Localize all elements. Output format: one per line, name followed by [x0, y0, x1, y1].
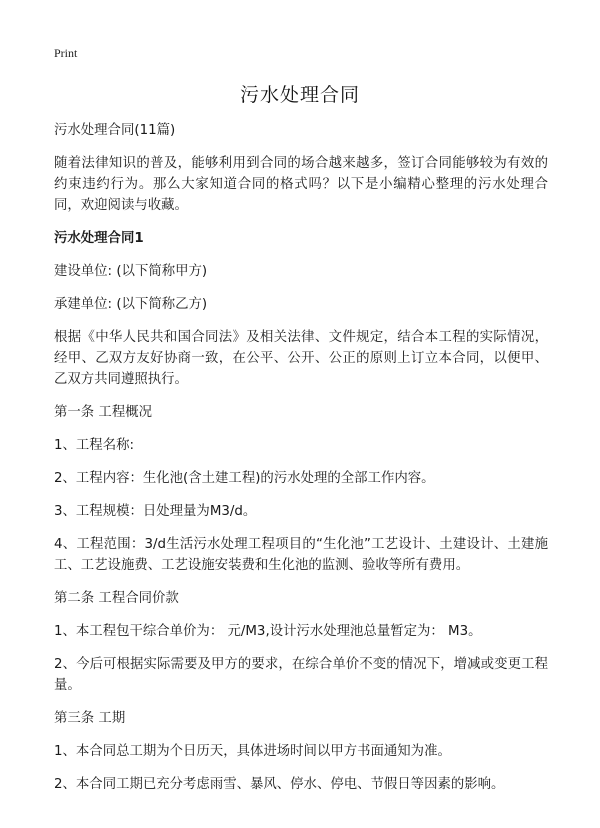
article-1-item-1: 1、工程名称: [54, 438, 134, 453]
page-title: 污水处理合同 [239, 84, 360, 106]
article-2-heading: 第二条 工程合同价款 [54, 591, 179, 606]
article-2-item-2: 2、今后可根据实际需要及甲方的要求，在综合单价不变的情况下，增减或变更工程量。 [54, 657, 548, 693]
party-a-line: 建设单位: (以下简称甲方) [54, 264, 208, 279]
party-b-line: 承建单位: (以下简称乙方) [54, 297, 208, 312]
article-1-heading: 第一条 工程概况 [54, 405, 152, 420]
intro-paragraph: 随着法律知识的普及，能够利用到合同的场合越来越多，签订合同能够较为有效的约束违约行为。那么大家知道合同的格式吗？以下是小编精心整理的污水处理合同，欢迎阅读与收藏。 [54, 156, 548, 213]
article-1-item-2: 2、工程内容：生化池(含土建工程)的污水处理的全部工作内容。 [54, 471, 435, 486]
article-3-heading: 第三条 工期 [54, 711, 126, 726]
section-heading-contract-1: 污水处理合同1 [54, 231, 144, 246]
article-1-item-4: 4、工程范围：3/d生活污水处理工程项目的“生化池”工艺设计、土建设计、土建施工、工艺设施费、工艺设施安装费和生化池的监测、验收等所有费用。 [54, 537, 548, 573]
article-3-item-1: 1、本合同总工期为个日历天，具体进场时间以甲方书面通知为准。 [54, 744, 451, 759]
article-2-item-1: 1、本工程包干综合单价为： 元/M3,设计污水处理池总量暂定为： M3。 [54, 624, 482, 639]
subtitle-paragraph: 污水处理合同(11篇) [54, 123, 176, 138]
document-body [54, 120, 548, 807]
legal-basis-paragraph: 根据《中华人民共和国合同法》及相关法律、文件规定，结合本工程的实际情况，经甲、乙双方友好协商一致，在公平、公开、公正的原则上订立本合同，以便甲、乙双方共同遵照执行。 [54, 330, 548, 387]
article-1-item-3: 3、工程规模：日处理量为M3/d。 [54, 504, 257, 519]
print-link[interactable]: Print [54, 46, 78, 60]
article-3-item-2: 2、本合同工期已充分考虑雨雪、暴风、停水、停电、节假日等因素的影响。 [54, 777, 505, 792]
